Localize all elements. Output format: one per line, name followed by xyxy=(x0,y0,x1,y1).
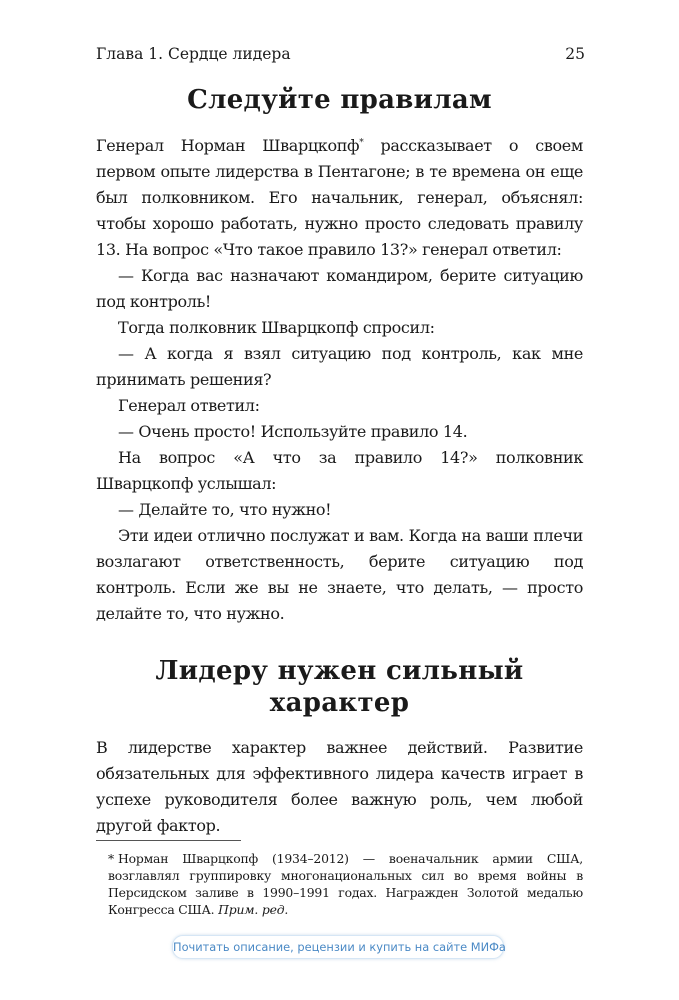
page-content xyxy=(96,84,583,839)
paragraph: Тогда полковник Шварцкопф спросил: xyxy=(118,318,435,337)
dialogue-line: — Когда вас назначают командиром, берите ситуацию под контроль! xyxy=(96,266,583,311)
dialogue-line: — Делайте то, что нужно! xyxy=(118,500,332,519)
chapter-title: Глава 1. Сердце лидера xyxy=(96,45,291,63)
footnote xyxy=(108,850,583,918)
mif-store-link[interactable]: Почитать описание, рецензии и купить на сайте МИФа xyxy=(172,935,504,959)
footnote-ref: * xyxy=(359,138,364,148)
editor-note: Прим. ред. xyxy=(218,902,289,917)
paragraph xyxy=(96,133,583,263)
footnote-divider xyxy=(96,840,241,841)
section-heading-rules: Следуйте правилам xyxy=(187,85,492,115)
paragraph-text: рассказывает о своем первом опыте лидерства в Пентагоне; в те времена он еще был полковником. Его начальник, генерал, объяснял: чтобы хорошо работать, нужно просто следовать правилу 13. На вопрос «Что такое правило 13?» генерал ответил: xyxy=(96,136,583,259)
paragraph: На вопрос «А что за правило 14?» полковник Шварцкопф услышал: xyxy=(96,448,583,493)
section-heading-character: Лидеру нужен сильный характер xyxy=(155,656,524,718)
footnote-text: Норман Шварцкопф (1934–2012) — военачальник армии США, возглавлял группировку многонациональных сил во время войны в Персидском заливе в 1990–1991 годах. Награжден Золотой медалью Конгресса США. xyxy=(108,851,583,917)
paragraph-text: Генерал Норман Шварцкопф xyxy=(96,136,360,155)
dialogue-line: — Очень просто! Используйте правило 14. xyxy=(118,422,468,441)
paragraph: В лидерстве характер важнее действий. Развитие обязательных для эффективного лидера качеств играет в успехе руководителя более важную роль, чем любой другой фактор. xyxy=(96,738,583,835)
paragraph: Эти идеи отлично послужат и вам. Когда на ваши плечи возлагают ответственность, берите ситуацию под контроль. Если же вы не знаете, что делать, — просто делайте то, что нужно. xyxy=(96,526,583,623)
page-number: 25 xyxy=(565,45,585,63)
running-header xyxy=(96,44,585,64)
paragraph: Генерал ответил: xyxy=(118,396,260,415)
footnote-marker: * xyxy=(108,851,114,866)
dialogue-line: — А когда я взял ситуацию под контроль, как мне принимать решения? xyxy=(96,344,583,389)
